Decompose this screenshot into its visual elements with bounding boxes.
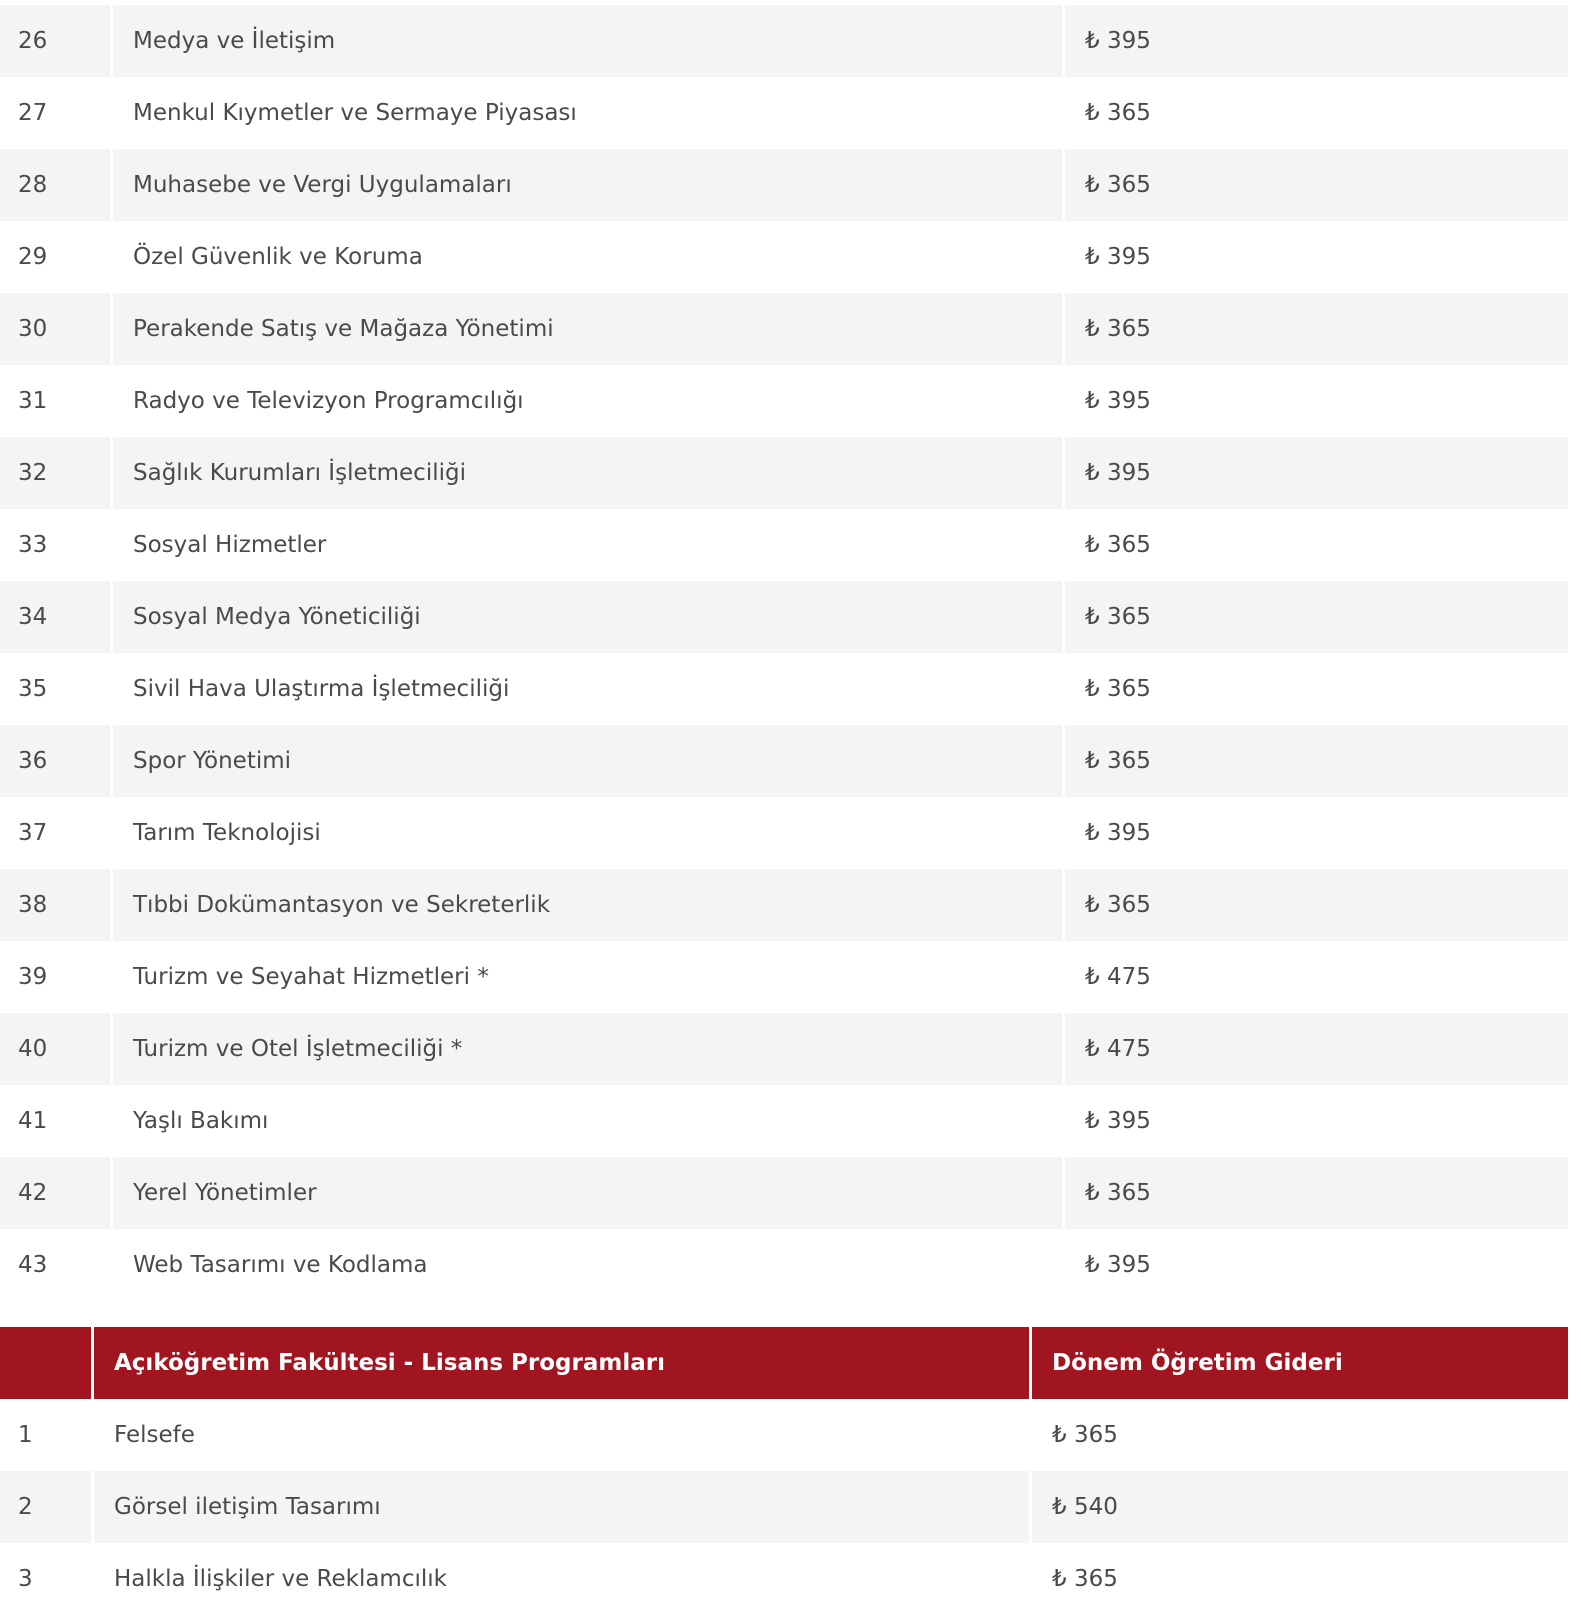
row-number: 35 [0, 653, 110, 725]
table-row [0, 1229, 1568, 1301]
row-number: 43 [0, 1229, 110, 1301]
program-fee: ₺ 540 [1029, 1471, 1568, 1543]
program-fee: ₺ 475 [1062, 1013, 1568, 1085]
table-row [0, 941, 1568, 1013]
row-number: 42 [0, 1157, 110, 1229]
row-number: 28 [0, 149, 110, 221]
program-name: Turizm ve Otel İşletmeciliği * [110, 1013, 1062, 1085]
program-fee: ₺ 475 [1062, 941, 1568, 1013]
program-fee: ₺ 395 [1062, 797, 1568, 869]
program-name: Tıbbi Dokümantasyon ve Sekreterlik [110, 869, 1062, 941]
program-name: Sivil Hava Ulaştırma İşletmeciliği [110, 653, 1062, 725]
table-row [0, 1471, 1568, 1543]
program-fee: ₺ 365 [1029, 1399, 1568, 1471]
program-fee: ₺ 395 [1062, 365, 1568, 437]
program-fee: ₺ 395 [1062, 221, 1568, 293]
table-row [0, 653, 1568, 725]
program-fee: ₺ 395 [1062, 437, 1568, 509]
program-name: Web Tasarımı ve Kodlama [110, 1229, 1062, 1301]
program-fee: ₺ 365 [1062, 869, 1568, 941]
program-name: Menkul Kıymetler ve Sermaye Piyasası [110, 77, 1062, 149]
row-number: 3 [0, 1543, 91, 1615]
program-name: Medya ve İletişim [110, 5, 1062, 77]
program-name: Yaşlı Bakımı [110, 1085, 1062, 1157]
table-row [0, 1543, 1568, 1615]
program-fee: ₺ 365 [1029, 1543, 1568, 1615]
row-number: 33 [0, 509, 110, 581]
table-row [0, 149, 1568, 221]
row-number: 37 [0, 797, 110, 869]
row-number: 41 [0, 1085, 110, 1157]
table-row [0, 869, 1568, 941]
row-number: 29 [0, 221, 110, 293]
row-number: 36 [0, 725, 110, 797]
table-row [0, 797, 1568, 869]
row-number: 39 [0, 941, 110, 1013]
program-name: Perakende Satış ve Mağaza Yönetimi [110, 293, 1062, 365]
program-name: Spor Yönetimi [110, 725, 1062, 797]
program-fee: ₺ 365 [1062, 149, 1568, 221]
table-row [0, 437, 1568, 509]
table-row [0, 1085, 1568, 1157]
table-row [0, 509, 1568, 581]
program-fee: ₺ 395 [1062, 1085, 1568, 1157]
program-fee: ₺ 365 [1062, 653, 1568, 725]
program-name: Felsefe [91, 1399, 1029, 1471]
row-number: 38 [0, 869, 110, 941]
table-row [0, 293, 1568, 365]
table-row [0, 77, 1568, 149]
program-fee: ₺ 365 [1062, 725, 1568, 797]
row-number: 26 [0, 5, 110, 77]
program-fee: ₺ 365 [1062, 293, 1568, 365]
program-fee: ₺ 365 [1062, 581, 1568, 653]
row-number: 40 [0, 1013, 110, 1085]
bachelor-programs-table [0, 1327, 1568, 1615]
program-name: Muhasebe ve Vergi Uygulamaları [110, 149, 1062, 221]
program-name: Görsel iletişim Tasarımı [91, 1471, 1029, 1543]
table-row [0, 1013, 1568, 1085]
row-number: 32 [0, 437, 110, 509]
table-row [0, 1399, 1568, 1471]
table-row [0, 365, 1568, 437]
header-fee-label: Dönem Öğretim Gideri [1029, 1327, 1568, 1399]
row-number: 30 [0, 293, 110, 365]
table-row [0, 221, 1568, 293]
row-number: 2 [0, 1471, 91, 1543]
program-name: Radyo ve Televizyon Programcılığı [110, 365, 1062, 437]
header-program-label: Açıköğretim Fakültesi - Lisans Programları [91, 1327, 1029, 1399]
program-fee: ₺ 365 [1062, 1157, 1568, 1229]
program-name: Tarım Teknolojisi [110, 797, 1062, 869]
program-name: Halkla İlişkiler ve Reklamcılık [91, 1543, 1029, 1615]
table-row [0, 581, 1568, 653]
program-name: Sosyal Medya Yöneticiliği [110, 581, 1062, 653]
header-number-cell [0, 1327, 91, 1399]
associate-programs-table [0, 5, 1568, 1301]
table-row [0, 1157, 1568, 1229]
program-name: Sosyal Hizmetler [110, 509, 1062, 581]
program-fee: ₺ 395 [1062, 5, 1568, 77]
program-fee: ₺ 365 [1062, 509, 1568, 581]
table-row [0, 725, 1568, 797]
program-fee: ₺ 365 [1062, 77, 1568, 149]
row-number: 1 [0, 1399, 91, 1471]
table-header-row [0, 1327, 1568, 1399]
program-name: Sağlık Kurumları İşletmeciliği [110, 437, 1062, 509]
row-number: 31 [0, 365, 110, 437]
row-number: 27 [0, 77, 110, 149]
program-name: Özel Güvenlik ve Koruma [110, 221, 1062, 293]
row-number: 34 [0, 581, 110, 653]
program-name: Turizm ve Seyahat Hizmetleri * [110, 941, 1062, 1013]
program-name: Yerel Yönetimler [110, 1157, 1062, 1229]
table-row [0, 5, 1568, 77]
program-fee: ₺ 395 [1062, 1229, 1568, 1301]
